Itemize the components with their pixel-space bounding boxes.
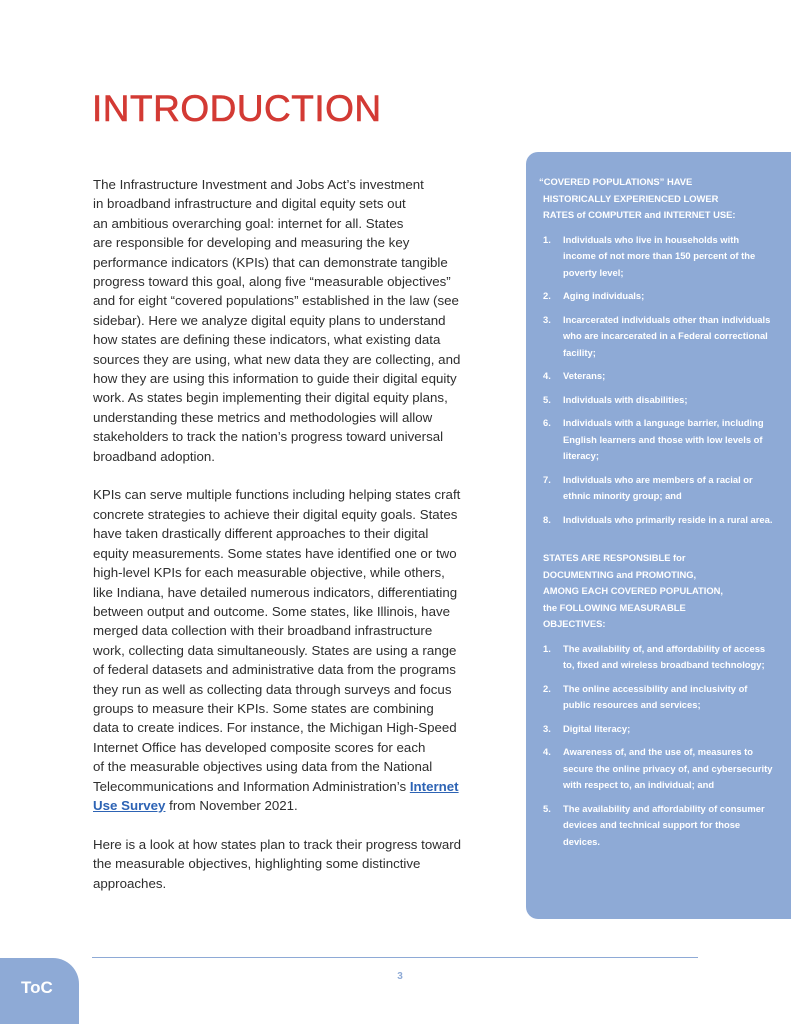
- sidebar-heading-objectives: [539, 550, 786, 633]
- paragraph-2-line: merged data collection with their broadband infrastructure: [93, 623, 433, 639]
- measurable-objective-item: [543, 681, 786, 714]
- covered-populations-list: [539, 232, 786, 529]
- paragraph-1-line: sidebar). Here we analyze digital equity plans to understand: [93, 312, 446, 328]
- paragraph-3-line: the measurable objectives, highlighting some distinctive: [93, 856, 421, 872]
- paragraph-2-line: high-level KPIs for each measurable objective, while others,: [93, 565, 445, 581]
- measurable-objective-item-text: Digital literacy;: [563, 722, 631, 734]
- sidebar-heading-line: AMONG EACH COVERED POPULATION,: [543, 585, 724, 596]
- covered-populations-sidebar: [526, 152, 791, 919]
- covered-population-item-text: Incarcerated individuals other than individuals who are incarcerated in a Federal correctional facility;: [563, 313, 771, 358]
- measurable-objective-item: [543, 721, 786, 738]
- paragraph-2-line: have taken drastically different approaches to their digital: [93, 526, 429, 542]
- paragraph-1-line: in broadband infrastructure and digital equity sets out: [93, 196, 406, 212]
- covered-population-item-text: Individuals who live in households with income of not more than 150 percent of the poverty level;: [563, 233, 756, 278]
- sidebar-heading-covered-populations: [539, 174, 786, 224]
- paragraph-1-line: how states are defining these indicators, what existing data: [93, 332, 441, 348]
- measurable-objectives-list: [539, 641, 786, 851]
- paragraph-2-line: equity measurements. Some states have identified one or two: [93, 545, 457, 561]
- sidebar-heading-line: OBJECTIVES:: [543, 618, 606, 629]
- covered-population-item: [543, 312, 786, 362]
- covered-population-item: [543, 415, 786, 465]
- covered-population-item-text: Individuals who primarily reside in a rural area.: [563, 513, 773, 525]
- measurable-objective-item-text: The availability and affordability of consumer devices and technical support for those devices.: [563, 802, 765, 847]
- covered-population-item-number: 8.: [543, 513, 551, 525]
- footer-divider: [92, 957, 698, 958]
- paragraph-2-line: work, collecting data simultaneously. States are using a range: [93, 642, 457, 658]
- measurable-objective-item-number: 1.: [543, 642, 551, 654]
- paragraph-2-line: data to create indices. For instance, the Michigan High-Speed: [93, 720, 457, 736]
- paragraph-1-line: are responsible for developing and measuring the key: [93, 235, 410, 251]
- covered-population-item: [543, 368, 786, 385]
- page-title: INTRODUCTION: [92, 88, 382, 129]
- covered-population-item: [543, 392, 786, 409]
- measurable-objective-item: [543, 641, 786, 674]
- measurable-objective-item-text: Awareness of, and the use of, measures to secure the online privacy of, and cybersecurity with respect to, an individual; and: [563, 746, 773, 790]
- page-number: 3: [397, 971, 403, 982]
- covered-population-item: [543, 472, 786, 505]
- paragraph-1-line: broadband adoption.: [93, 448, 215, 464]
- covered-population-item-number: 2.: [543, 290, 551, 301]
- measurable-objective-item: [543, 801, 786, 851]
- paragraph-1-line: work. As states begin implementing their digital equity plans,: [93, 390, 448, 406]
- main-body: [93, 175, 511, 912]
- internet-use-survey-link[interactable]: Internet: [409, 778, 459, 794]
- paragraph-1-line: how they are using this information to guide their digital equity: [93, 371, 457, 387]
- covered-population-item-text: Individuals with a language barrier, including English learners and those with low levels of literacy;: [563, 417, 764, 461]
- covered-population-item: [543, 232, 786, 282]
- paragraph-3-line: Here is a look at how states plan to track their progress toward: [93, 836, 462, 852]
- measurable-objective-item-number: 3.: [543, 722, 551, 734]
- sidebar-heading-line: the FOLLOWING MEASURABLE: [543, 601, 686, 613]
- measurable-objective-item-text: The availability of, and affordability of access to, fixed and wireless broadband technology;: [563, 642, 766, 670]
- measurable-objective-item-number: 2.: [543, 682, 551, 694]
- paragraph-1-line: progress toward this goal, along five “measurable objectives”: [93, 274, 451, 290]
- sidebar-heading-line: HISTORICALLY EXPERIENCED LOWER: [543, 192, 719, 204]
- sidebar-heading-line: “COVERED POPULATIONS” HAVE: [539, 176, 693, 187]
- paragraph-2-line: of the measurable objectives using data from the National: [93, 759, 433, 775]
- paragraph-1-line: an ambitious overarching goal: internet for all. States: [93, 215, 404, 231]
- paragraph-1-line: and for eight “covered populations” established in the law (see: [93, 293, 459, 309]
- paragraph-2: [93, 485, 511, 815]
- sidebar-heading-line: STATES ARE RESPONSIBLE for: [543, 552, 686, 563]
- paragraph-2-link-line: Telecommunications and Information Administration’s Internet: [93, 778, 459, 794]
- paragraph-2-last-line: Use Survey from November 2021.: [93, 797, 298, 813]
- measurable-objective-item: [543, 744, 786, 794]
- paragraph-3: [93, 835, 511, 893]
- paragraph-2-line: KPIs can serve multiple functions including helping states craft: [93, 487, 461, 503]
- paragraph-2-line: concrete strategies to achieve their digital equity goals. States: [93, 506, 458, 522]
- paragraph-2-line: like Indiana, have detailed numerous indicators, differentiating: [93, 584, 458, 600]
- paragraph-1-line: performance indicators (KPIs) that can demonstrate tangible: [93, 254, 448, 270]
- covered-population-item-text: Individuals with disabilities;: [563, 393, 688, 405]
- paragraph-2-line: Internet Office has developed composite scores for each: [93, 739, 426, 755]
- paragraph-2-line: groups to measure their KPIs. Some states are combining: [93, 700, 434, 716]
- paragraph-1: [93, 175, 511, 466]
- sidebar-heading-line: RATES of COMPUTER and INTERNET USE:: [543, 209, 736, 220]
- covered-population-item-number: 6.: [543, 417, 551, 428]
- measurable-objective-item-text: The online accessibility and inclusivity of public resources and services;: [563, 682, 748, 710]
- internet-use-survey-link-cont[interactable]: Use Survey: [93, 797, 166, 813]
- covered-population-item: [543, 288, 786, 305]
- paragraph-2-line: between output and outcome. Some states, like Illinois, have: [93, 603, 451, 619]
- paragraph-2-line: of federal datasets and administrative data from the programs: [93, 662, 456, 678]
- covered-population-item-number: 4.: [543, 370, 551, 381]
- paragraph-2-line: they run as well as collecting data through surveys and focus: [93, 681, 452, 697]
- sidebar-heading-line: DOCUMENTING and PROMOTING,: [543, 568, 697, 580]
- paragraph-1-line: understanding these metrics and methodologies will allow: [93, 409, 433, 425]
- covered-population-item: [543, 512, 786, 529]
- covered-population-item-number: 7.: [543, 473, 551, 485]
- toc-button[interactable]: ToC: [0, 958, 79, 1024]
- paragraph-3-line: approaches.: [93, 875, 167, 891]
- measurable-objective-item-number: 5.: [543, 802, 551, 814]
- covered-population-item-text: Veterans;: [563, 370, 606, 381]
- covered-population-item-number: 3.: [543, 313, 551, 325]
- paragraph-1-line: stakeholders to track the nation’s progress toward universal: [93, 429, 444, 445]
- measurable-objective-item-number: 4.: [543, 746, 551, 757]
- paragraph-1-line: The Infrastructure Investment and Jobs Act’s investment: [93, 177, 424, 192]
- covered-population-item-number: 1.: [543, 233, 551, 245]
- covered-population-item-number: 5.: [543, 393, 551, 405]
- covered-population-item-text: Individuals who are members of a racial or ethnic minority group; and: [563, 473, 753, 501]
- covered-population-item-text: Aging individuals;: [563, 290, 645, 301]
- paragraph-1-line: sources they are using, what new data they are collecting, and: [93, 351, 461, 367]
